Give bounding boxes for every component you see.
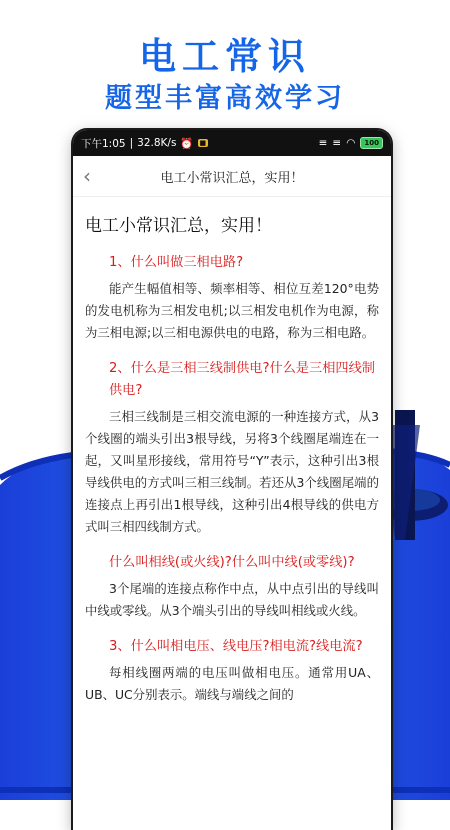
nav-title: 电工小常识汇总，实用！ xyxy=(160,170,304,186)
question-1: 1、什么叫做三相电路? xyxy=(109,255,244,270)
answer-2: 三相三线制是三相交流电源的一种连接方式，从3个线圈的端头引出3根导线，另将3个线圈尾端连在一起，又叫星形接线，常用符号“Y”表示，这种引出3根导线供电的方式叫三相三线制。若还从3个线圈尾端的连接点上再引出1根导线，这种引出4根导线的供电方式叫三相四线制方式。 xyxy=(85,409,379,534)
question-4: 3、什么叫相电压、线电压?相电流?线电流? xyxy=(109,639,363,654)
promo-title: 电工常识 xyxy=(139,35,311,78)
article-body xyxy=(73,197,391,706)
status-time: 下午1:05 xyxy=(81,137,126,150)
signal-icon: ≡ xyxy=(318,137,328,149)
question-2: 2、什么是三相三线制供电?什么是三相四线制供电? xyxy=(109,361,375,398)
nav-bar xyxy=(73,156,391,197)
chevron-left-icon[interactable]: ‹ xyxy=(83,164,91,188)
promo-subtitle: 题型丰富高效学习 xyxy=(105,83,345,114)
answer-3: 3个尾端的连接点称作中点，从中点引出的导线叫中线或零线。从3个端头引出的导线叫相线或火线。 xyxy=(85,581,379,618)
signal-icon-2: ≡ xyxy=(332,137,342,149)
question-3: 什么叫相线(或火线)?什么叫中线(或零线)? xyxy=(109,555,355,570)
status-bar xyxy=(73,130,391,156)
battery-icon: 100 xyxy=(360,137,383,149)
app-badge-icon: ■ xyxy=(199,139,207,147)
status-divider: | xyxy=(129,137,134,149)
phone-frame xyxy=(73,130,391,830)
status-speed: 32.8K/s xyxy=(137,137,177,149)
wifi-icon: ◠ xyxy=(346,137,356,149)
answer-1: 能产生幅值相等、频率相等、相位互差120°电势的发电机称为三相发电机;以三相发电机作为电源，称为三相电源;以三相电源供电的电路，称为三相电路。 xyxy=(85,281,379,340)
answer-4: 每相线圈两端的电压叫做相电压。通常用UA、UB、UC分别表示。端线与端线之间的 xyxy=(85,665,379,702)
alarm-icon: ⏰ xyxy=(180,137,194,150)
article-title: 电工小常识汇总，实用！ xyxy=(85,216,272,236)
